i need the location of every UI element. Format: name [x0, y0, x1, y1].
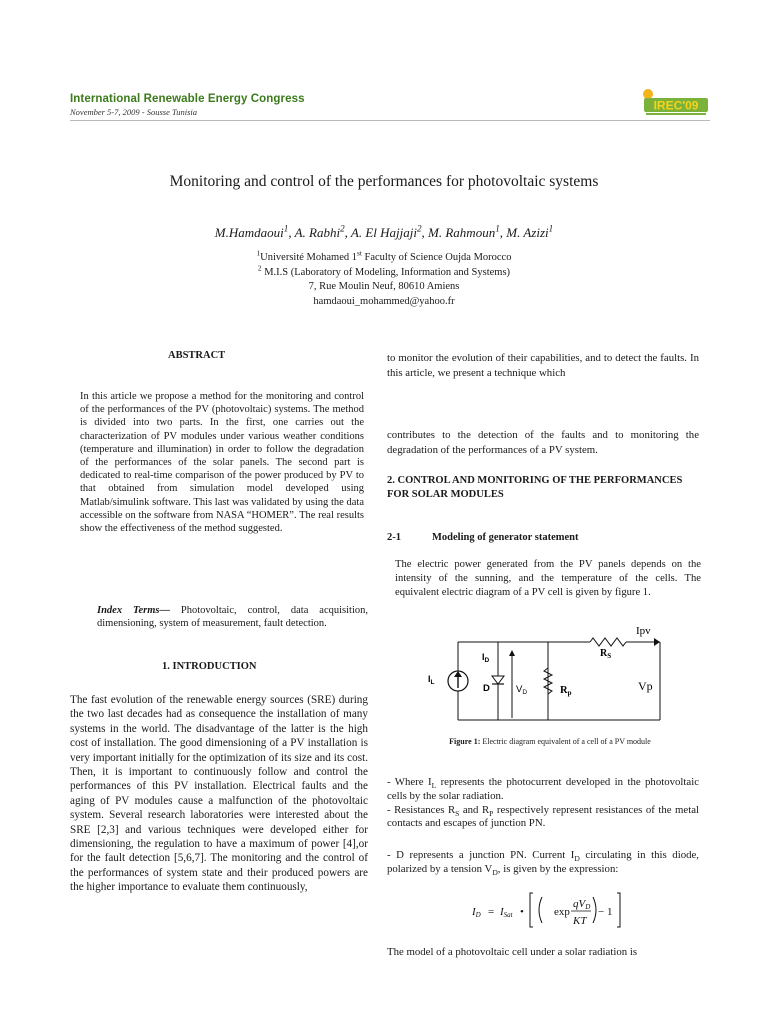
authors-line: M.Hamdaoui$^1$, A. Rabhi$^2$, A. El Hajjaji$^2$, M. Rahmoun$^1$, M. Azizi$^1$: [214, 223, 554, 240]
logo-text: IREC'09: [653, 98, 699, 113]
svg-text:qVD: qVD: [573, 898, 591, 911]
conference-date: November 5-7, 2009 - Sousse Tunisia: [70, 107, 198, 117]
ipv-label: Ipv: [636, 625, 651, 637]
subsection-number: 2-1: [387, 532, 401, 543]
irec-logo: [640, 86, 712, 118]
right-para-4: - Where $I_L$ represents the photocurrent developed in the photovoltaic cells by the solar radiation. - Resistances $R_S$ and $R_P$ respectively represent resistances of the metal contacts and escapes of junction PN.: [387, 776, 699, 830]
abstract-body: In this article we propose a method for the monitoring and control of the performances of the PV (photovoltaic) systems. The method is divided into two parts. In the first, one carries out the characterization of PV modules under various weather conditions (temperature and illumination) in order to follow the degradation of the performances of the solar panels. The second part is dedicated to real-time comparison of the power produced by PV to that obtained from simulation model developed using Matlab/simulink software. This last was validated by using the data accessible on the software from NASA “HOMER”. The real results show the effectiveness of the method suggested.: [80, 391, 364, 535]
right-para-1: to monitor the evolution of their capabilities, and to detect the faults. In this article, we present a technique which: [387, 352, 699, 379]
caption-label: Figure 1:: [449, 737, 481, 746]
vp-label: Vp: [638, 679, 653, 693]
conference-title: International Renewable Energy Congress: [70, 93, 305, 105]
svg-text:exp: exp: [554, 906, 570, 918]
index-terms-text: Photovoltaic, control, data acquisition, dimensioning, system of measurement, fault detection.: [97, 605, 368, 630]
diode-current-equation: [470, 887, 630, 931]
intro-heading: 1. INTRODUCTION: [162, 661, 257, 672]
svg-text:KT: KT: [573, 915, 587, 927]
svg-text:=: =: [488, 906, 495, 918]
rs-resistor-symbol: [590, 638, 626, 646]
section-2-heading: 2. CONTROL AND MONITORING OF THE PERFORMANCES FOR SOLAR MODULES: [387, 475, 683, 500]
diode-symbol: [492, 676, 504, 684]
index-label: Index Terms—: [97, 605, 170, 616]
paper-title: Monitoring and control of the performances for photovoltaic systems: [169, 173, 599, 190]
subsection-title: Modeling of generator statement: [432, 532, 579, 543]
authors: [0, 225, 768, 241]
affiliation-3: 7, Rue Moulin Neuf, 80610 Amiens: [308, 281, 460, 292]
right-para-3: The electric power generated from the PV panels depends on the intensity of the sunning, and the temperature of the cells. The equivalent electric diagram of a PV cell is given by figure 1.: [395, 559, 701, 598]
rs-label: $R_S$: [600, 648, 612, 660]
right-para-6: - D represents a junction PN. Current $I_D$ circulating in this diode, polarized by a tension $V_D$, is given by the expression:: [387, 849, 699, 877]
affiliation-2: $^2$ M.I.S (Laboratory of Modeling, Information and Systems): [257, 263, 511, 278]
affiliations: [0, 248, 768, 309]
rp-label: Rp: [560, 685, 572, 697]
d-label: D: [483, 683, 490, 694]
pv-cell-circuit-diagram: [410, 620, 710, 730]
id-label: $I_D$: [482, 652, 490, 664]
email: hamdaoui_mohammed@yahoo.fr: [313, 295, 455, 307]
vd-label: $V_D$: [516, 684, 528, 696]
right-para-2: contributes to the detection of the faults and to monitoring the degradation of the performances of a PV system.: [387, 429, 699, 456]
figure-1-caption: [390, 737, 710, 746]
svg-text:•: •: [520, 906, 524, 918]
caption-text: Electric diagram equivalent of a cell of a PV module: [482, 737, 651, 746]
header-divider: [70, 120, 710, 121]
svg-text:− 1: − 1: [598, 906, 613, 918]
svg-text:ID: ID: [472, 906, 481, 919]
abstract-heading: ABSTRACT: [168, 350, 226, 361]
svg-text:ISat: ISat: [500, 906, 513, 919]
index-terms: [97, 604, 368, 630]
right-para-7: The model of a photovoltaic cell under a solar radiation is: [387, 946, 638, 958]
intro-body: The fast evolution of the renewable energy sources (SRE) during the two last decades had as consequence the installation of many systems in the world. The disadvantage of the latter is the high cost of installation. The good dimensioning of a PV installation is very important initially for the optimization of its size and its cost. Then, it is important to continuously follow and control the performances of this PV installation. Electrical faults and the aging of PV modules cause a malfunction of the photovoltaic system. Several research laboratories were interested about the SRE [2,3] and various techniques were developed either for dimensioning, the regulation to have a maximum of power [4],or for the fault detection [5,6,7]. The monitoring and the control of the performances of system state and their produced powers are the higher importance to evaluate them continuously,: [70, 694, 368, 894]
affiliation-1: $^1$Université Mohamed 1st Faculty of Science Oujda Morocco: [256, 248, 512, 263]
il-label: $I_L$: [428, 674, 435, 686]
